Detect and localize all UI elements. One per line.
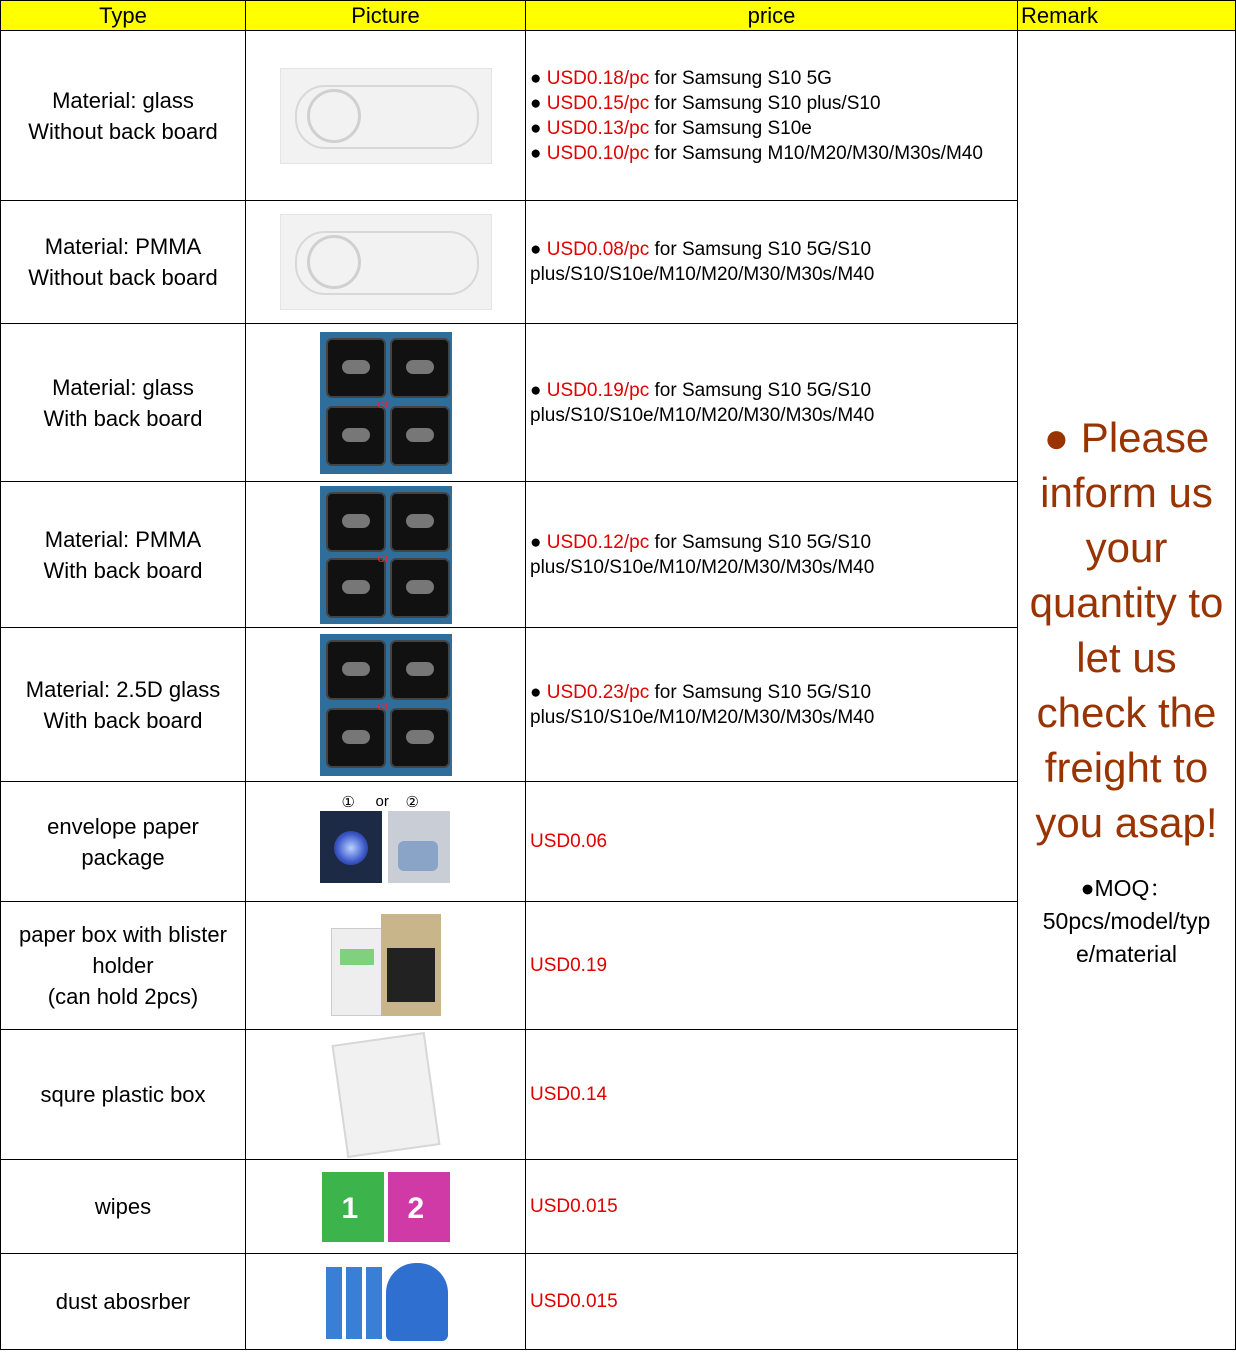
- header-picture: Picture: [246, 1, 526, 31]
- price-value: USD0.10/pc: [546, 142, 650, 164]
- picture-cell: [246, 1160, 526, 1254]
- type-cell: Material: glass With back board: [1, 324, 246, 482]
- price-value: USD0.13/pc: [546, 117, 650, 139]
- picture-cell: [246, 1030, 526, 1160]
- price-cell: [526, 31, 1018, 201]
- type-cell: Material: 2.5D glass With back board: [1, 628, 246, 782]
- wipes-image: 1 2: [322, 1170, 450, 1244]
- price-value: USD0.14: [530, 1084, 608, 1105]
- type-cell: Material: PMMA With back board: [1, 482, 246, 628]
- price-cell: [526, 902, 1018, 1030]
- picture-cell: [246, 1254, 526, 1350]
- clear-camera-protector-image: [280, 214, 492, 310]
- price-value: USD0.12/pc: [546, 531, 650, 553]
- price-model: for Samsung S10 plus/S10: [649, 92, 881, 114]
- header-row: [1, 1, 1236, 31]
- back-board-protector-image: or: [320, 634, 452, 776]
- price-value: USD0.18/pc: [546, 67, 650, 89]
- type-text: Material: glass: [52, 87, 194, 113]
- price-value: USD0.08/pc: [546, 239, 650, 260]
- price-line: ● USD0.15/pc for Samsung S10 plus/S10: [530, 92, 881, 114]
- picture-cell: [246, 782, 526, 902]
- type-cell: wipes: [1, 1160, 246, 1254]
- price-model: for Samsung M10/M20/M30/M30s/M40: [649, 142, 983, 164]
- back-board-protector-image: or: [320, 486, 452, 624]
- picture-cell: [246, 628, 526, 782]
- type-cell: dust abosrber: [1, 1254, 246, 1350]
- dust-absorber-image: [324, 1261, 448, 1343]
- price-model: for Samsung S10e: [649, 117, 812, 139]
- table-row: [1, 31, 1236, 201]
- price-cell: [526, 1160, 1018, 1254]
- price-cell: ● USD0.23/pc for Samsung S10 5G/S10 plus/S10/S10e/M10/M20/M30/M30s/M40: [526, 628, 1018, 782]
- envelope-package-image: ① or ②: [320, 799, 452, 885]
- price-cell: [526, 1254, 1018, 1350]
- type-cell: Material: PMMA Without back board: [1, 201, 246, 324]
- price-value: USD0.015: [530, 1196, 618, 1217]
- type-cell: envelope paper package: [1, 782, 246, 902]
- type-cell: squre plastic box: [1, 1030, 246, 1160]
- price-value: USD0.23/pc: [546, 681, 650, 703]
- remark-message: ● Please inform us your quantity to let us check the freight to you asap!: [1029, 413, 1224, 846]
- price-value: USD0.19: [530, 955, 608, 976]
- price-value: USD0.015: [530, 1291, 618, 1312]
- header-price: price: [526, 1, 1018, 31]
- picture-cell: [246, 201, 526, 324]
- price-cell: ● USD0.19/pc for Samsung S10 5G/S10 plus/S10/S10e/M10/M20/M30/M30s/M40: [526, 324, 1018, 482]
- price-value: USD0.06: [530, 831, 608, 852]
- price-line: ● USD0.10/pc for Samsung M10/M20/M30/M30s/M40: [530, 142, 983, 164]
- back-board-protector-image: or: [320, 332, 452, 474]
- picture-cell: [246, 482, 526, 628]
- type-text: Without back board: [28, 118, 218, 144]
- header-remark: Remark: [1018, 1, 1236, 31]
- picture-cell: [246, 902, 526, 1030]
- price-cell: [526, 782, 1018, 902]
- header-type: Type: [1, 1, 246, 31]
- blister-box-image: [331, 914, 441, 1018]
- price-model: for Samsung S10 5G: [649, 67, 832, 89]
- price-line: ● USD0.13/pc for Samsung S10e: [530, 117, 812, 139]
- clear-camera-protector-image: [280, 68, 492, 164]
- price-cell: ● USD0.08/pc for Samsung S10 5G/S10 plus/S10/S10e/M10/M20/M30/M30s/M40: [526, 201, 1018, 324]
- price-value: USD0.19/pc: [546, 379, 650, 401]
- moq-note: ●MOQ： 50pcs/model/typ e/material: [1042, 874, 1211, 967]
- price-line: ● USD0.18/pc for Samsung S10 5G: [530, 67, 832, 89]
- price-cell: ● USD0.12/pc for Samsung S10 5G/S10 plus/S10/S10e/M10/M20/M30/M30s/M40: [526, 482, 1018, 628]
- plastic-box-image: [331, 1032, 440, 1158]
- picture-cell: [246, 324, 526, 482]
- price-value: USD0.15/pc: [546, 92, 650, 114]
- type-cell: paper box with blister holder (can hold 2pcs): [1, 902, 246, 1030]
- type-cell: [1, 31, 246, 201]
- remark-cell: [1018, 31, 1236, 1350]
- price-cell: [526, 1030, 1018, 1160]
- picture-cell: [246, 31, 526, 201]
